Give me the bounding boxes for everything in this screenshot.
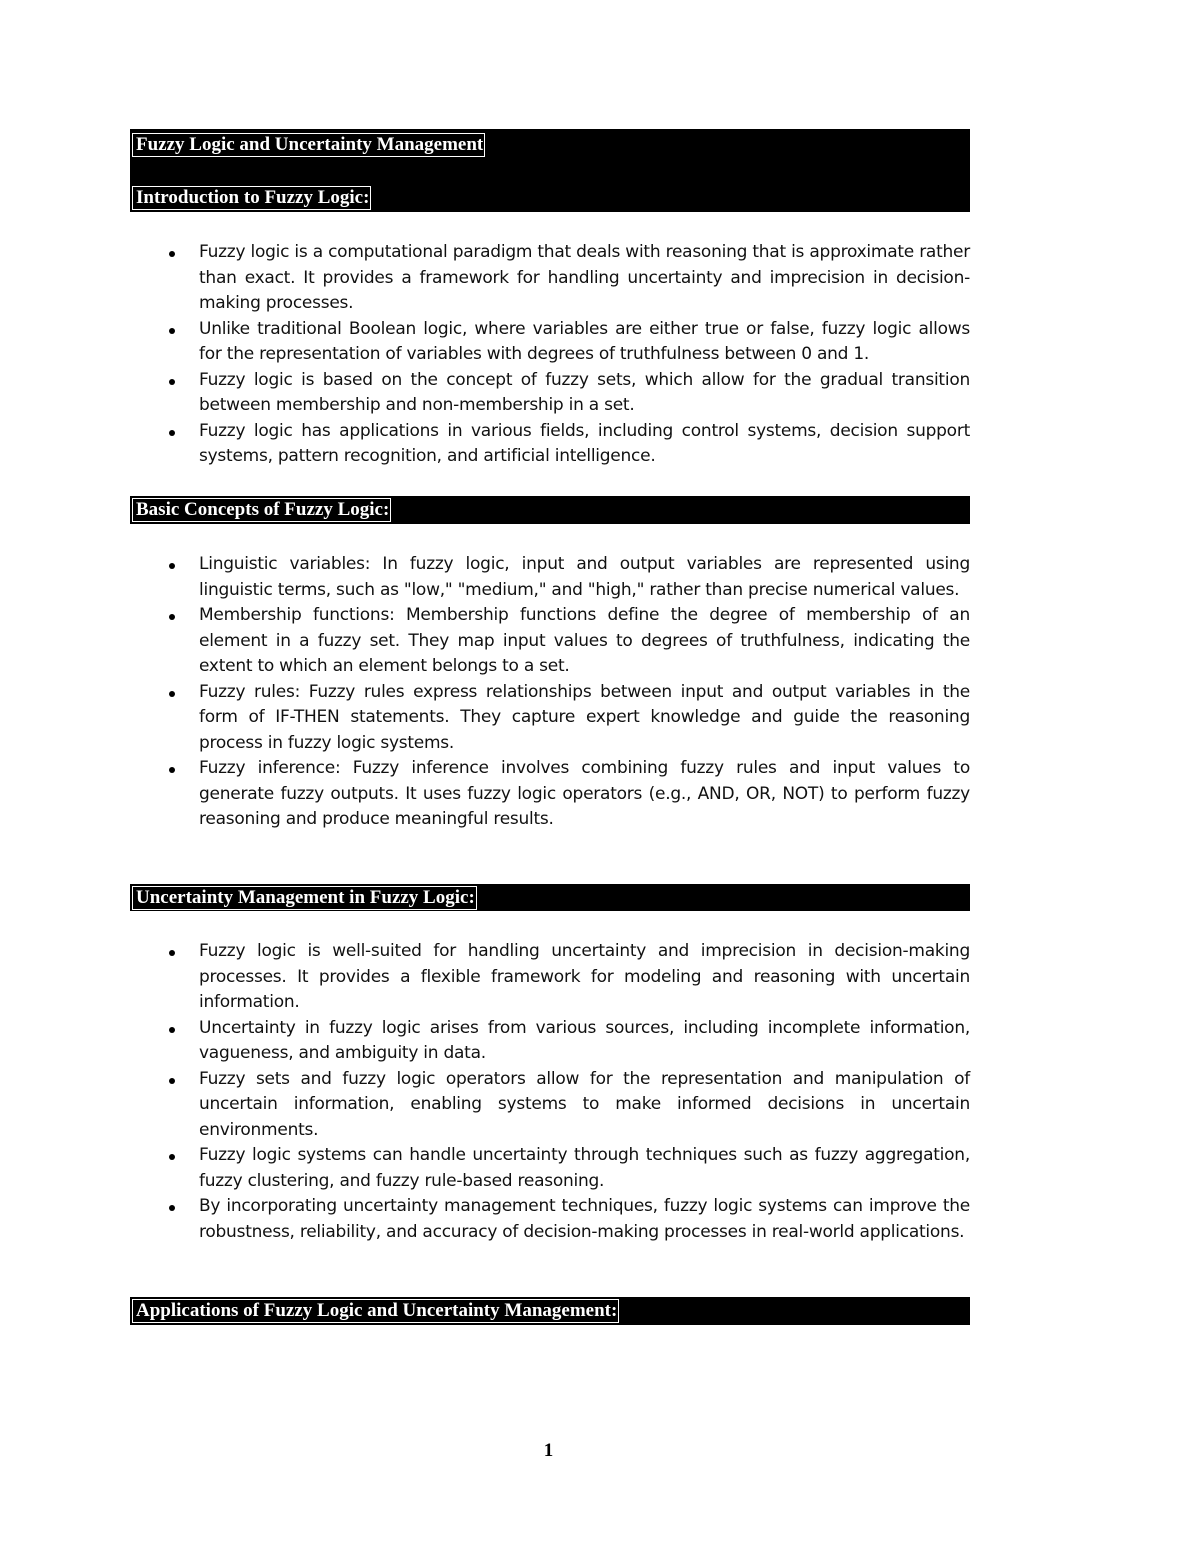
bullet-icon: [169, 430, 175, 436]
list-item: Fuzzy logic is well-suited for handling uncertainty and imprecision in decision-making processes. It provides a flexible framework for modeling and reasoning with uncertain information.: [165, 939, 970, 1016]
section-heading-bar-uncertainty: [130, 884, 970, 911]
bullet-list-introduction: [165, 240, 970, 470]
bullet-icon: [169, 950, 175, 956]
list-item: Unlike traditional Boolean logic, where variables are either true or false, fuzzy logic allows for the representation of variables with degrees of truthfulness between 0 and 1.: [165, 317, 970, 368]
list-item: Fuzzy inference: Fuzzy inference involves combining fuzzy rules and input values to generate fuzzy outputs. It uses fuzzy logic operators (e.g., AND, OR, NOT) to perform fuzzy reasoning and produce meaningful results.: [165, 756, 970, 833]
section-heading-basic-concepts: Basic Concepts of Fuzzy Logic:: [132, 498, 391, 522]
bullet-icon: [169, 251, 175, 257]
list-item: Fuzzy logic is a computational paradigm that deals with reasoning that is approximate rather than exact. It provides a framework for handling uncertainty and imprecision in decision-making processes.: [165, 240, 970, 317]
bullet-icon: [169, 379, 175, 385]
bullet-icon: [169, 1078, 175, 1084]
bullet-list-uncertainty: [165, 939, 970, 1245]
title-heading-bar: [130, 129, 970, 212]
bullet-list-basic-concepts: [165, 552, 970, 833]
bullet-icon: [169, 614, 175, 620]
section-heading-uncertainty: Uncertainty Management in Fuzzy Logic:: [132, 886, 477, 910]
bullet-icon: [169, 328, 175, 334]
list-item: Fuzzy logic has applications in various fields, including control systems, decision support systems, pattern recognition, and artificial intelligence.: [165, 419, 970, 470]
list-item: Fuzzy logic systems can handle uncertainty through techniques such as fuzzy aggregation, fuzzy clustering, and fuzzy rule-based reasoning.: [165, 1143, 970, 1194]
list-item: Linguistic variables: In fuzzy logic, input and output variables are represented using linguistic terms, such as "low," "medium," and "high," rather than precise numerical values.: [165, 552, 970, 603]
section-heading-bar-applications: [130, 1297, 970, 1325]
list-item: Uncertainty in fuzzy logic arises from various sources, including incomplete information, vagueness, and ambiguity in data.: [165, 1016, 970, 1067]
bullet-icon: [169, 1154, 175, 1160]
section-heading-applications: Applications of Fuzzy Logic and Uncertainty Management:: [132, 1299, 619, 1323]
list-item: Membership functions: Membership functions define the degree of membership of an element in a fuzzy set. They map input values to degrees of truthfulness, indicating the extent to which an element belongs to a set.: [165, 603, 970, 680]
list-item: Fuzzy logic is based on the concept of fuzzy sets, which allow for the gradual transition between membership and non-membership in a set.: [165, 368, 970, 419]
section-heading-bar-basic-concepts: [130, 496, 970, 524]
page-number: 1: [543, 1440, 554, 1461]
bullet-icon: [169, 767, 175, 773]
list-item: By incorporating uncertainty management techniques, fuzzy logic systems can improve the robustness, reliability, and accuracy of decision-making processes in real-world applications.: [165, 1194, 970, 1245]
document-title: Fuzzy Logic and Uncertainty Management: [132, 133, 485, 157]
list-item: Fuzzy rules: Fuzzy rules express relationships between input and output variables in the form of IF-THEN statements. They capture expert knowledge and guide the reasoning process in fuzzy logic systems.: [165, 680, 970, 757]
bullet-icon: [169, 1205, 175, 1211]
section-heading-introduction: Introduction to Fuzzy Logic:: [132, 186, 371, 210]
bullet-icon: [169, 691, 175, 697]
bullet-icon: [169, 1027, 175, 1033]
bullet-icon: [169, 563, 175, 569]
list-item: Fuzzy sets and fuzzy logic operators allow for the representation and manipulation of uncertain information, enabling systems to make informed decisions in uncertain environments.: [165, 1067, 970, 1144]
